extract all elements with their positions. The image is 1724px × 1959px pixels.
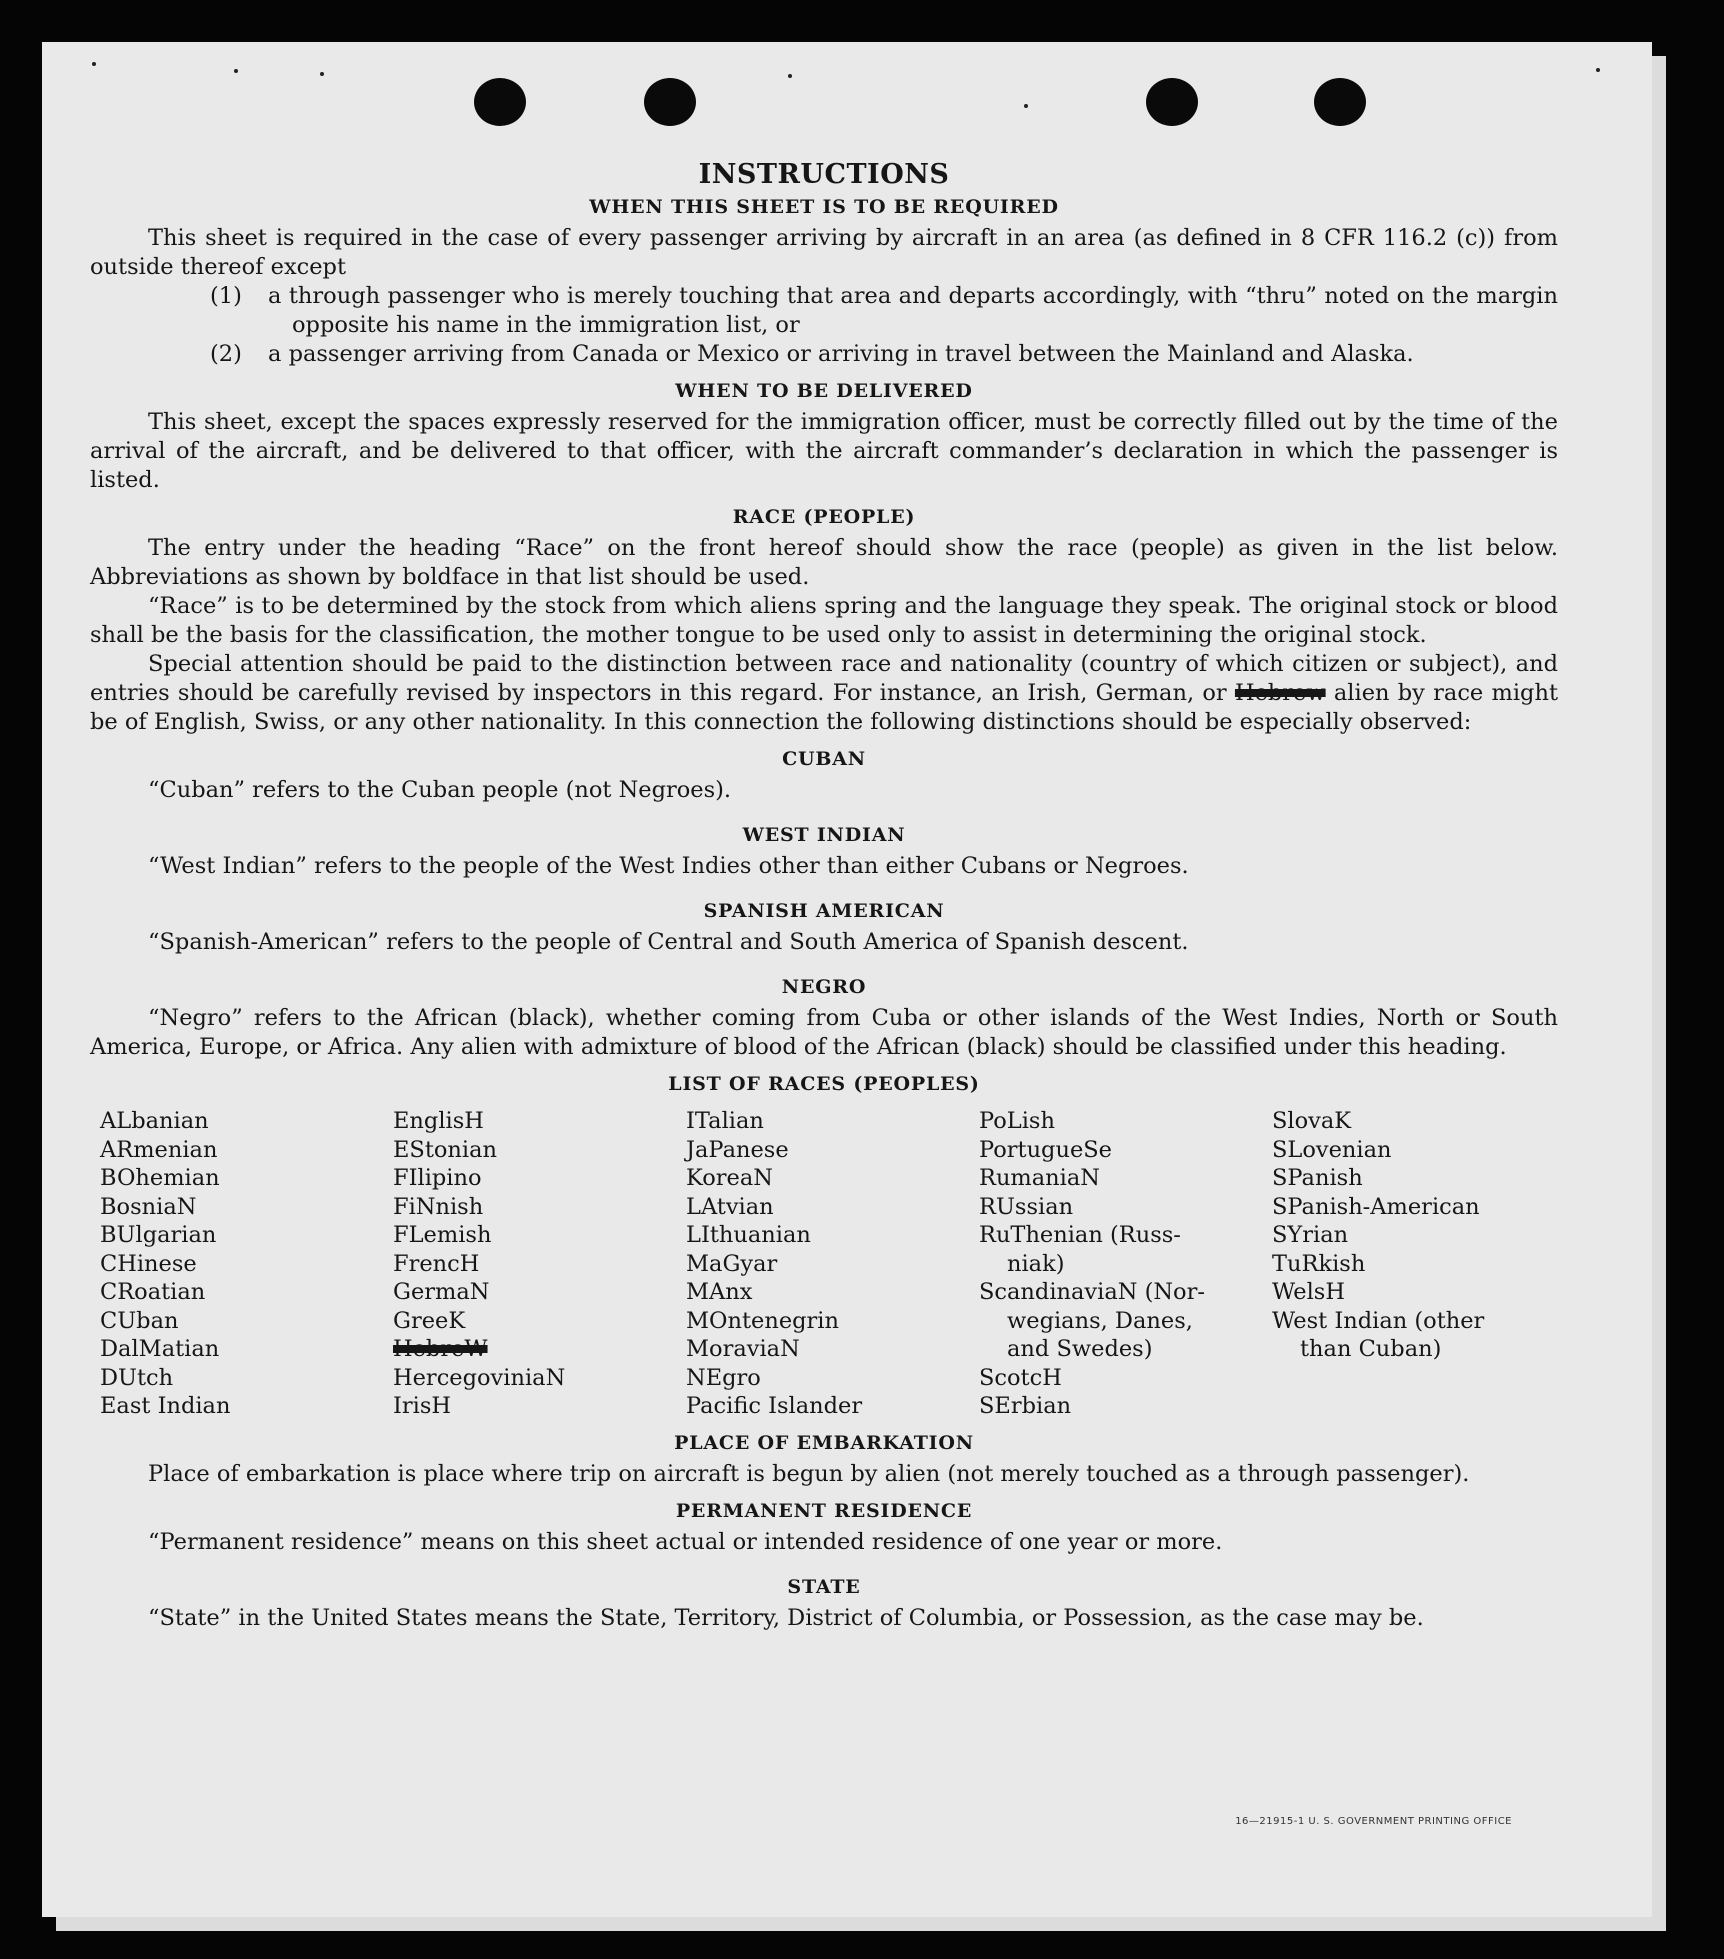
race-item: MoraviaN xyxy=(686,1336,800,1362)
race-item: ALbanian xyxy=(100,1108,209,1134)
paragraph: “Spanish-American” refers to the people of Central and South America of Spanish descent. xyxy=(148,929,1189,955)
race-item: MAnx xyxy=(686,1279,753,1305)
item-number: (2) xyxy=(210,341,242,367)
speck xyxy=(1596,68,1600,72)
race-item: DUtch xyxy=(100,1364,174,1391)
race-item: SLovenian xyxy=(1272,1136,1392,1163)
instructions-content xyxy=(90,160,1558,1633)
race-item: LAtvian xyxy=(686,1193,774,1220)
race-item: TuRkish xyxy=(1272,1250,1366,1277)
race-item: DalMatian xyxy=(100,1336,220,1362)
document-page xyxy=(42,42,1652,1917)
race-item: BosniaN xyxy=(100,1193,197,1220)
race-item: FrencH xyxy=(393,1250,480,1277)
paragraph: “Race” is to be determined by the stock from which aliens spring and the language they speak. The original stock or blood shall be the basis for the classification, the mother tongue to be used only to assist in determining the original stock. xyxy=(90,593,1558,648)
text-run: Special attention should be paid to the distinction between race and nationality (country of which citizen or subject), and entries should be carefully revised by inspectors in this regard. For instance, an Irish, German, or xyxy=(90,651,1558,706)
punch-hole xyxy=(1146,78,1198,126)
race-item: BUlgarian xyxy=(100,1222,217,1248)
race-item: SPanish-American xyxy=(1272,1193,1480,1220)
race-item: KoreaN xyxy=(686,1165,773,1191)
race-item: ARmenian xyxy=(100,1136,218,1163)
page-title: INSTRUCTIONS xyxy=(698,159,950,190)
race-item: PortugueSe xyxy=(979,1136,1113,1163)
race-item: NEgro xyxy=(686,1364,761,1391)
race-item: IrisH xyxy=(393,1393,452,1419)
section-heading-cuban: CUBAN xyxy=(782,748,866,770)
race-item: CRoatian xyxy=(100,1279,206,1305)
paragraph: This sheet, except the spaces expressly reserved for the immigration officer, must be correctly filled out by the time of the arrival of the aircraft, and be delivered to that officer, with the aircraft commander’s declaration in which the passenger is listed. xyxy=(90,409,1558,493)
race-item: BOhemian xyxy=(100,1165,220,1191)
race-item-continued: than Cuban) xyxy=(1300,1336,1442,1362)
race-item: East Indian xyxy=(100,1393,231,1419)
race-item: RUssian xyxy=(979,1193,1074,1220)
list-item xyxy=(90,340,1558,369)
race-item-continued: and Swedes) xyxy=(1007,1336,1153,1362)
paragraph: This sheet is required in the case of every passenger arriving by aircraft in an area (as defined in 8 CFR 116.2 (c)) from outside thereof except xyxy=(90,225,1558,280)
race-item: PoLish xyxy=(979,1108,1055,1134)
race-item: GermaN xyxy=(393,1279,490,1305)
speck xyxy=(234,69,238,73)
race-item: West Indian (other xyxy=(1272,1307,1485,1334)
races-column-1 xyxy=(100,1107,393,1421)
paragraph: “State” in the United States means the State, Territory, District of Columbia, or Possession, as the case may be. xyxy=(148,1604,1424,1631)
race-item: SYrian xyxy=(1272,1222,1349,1248)
item-text: a through passenger who is merely touching that area and departs accordingly, with “thru” noted on the margin opposite his name in the immigration list, or xyxy=(268,283,1558,338)
race-item: CHinese xyxy=(100,1250,197,1277)
section-heading-required: WHEN THIS SHEET IS TO BE REQUIRED xyxy=(589,196,1059,218)
paragraph xyxy=(90,650,1558,737)
races-list xyxy=(90,1107,1558,1421)
section-heading-delivered: WHEN TO BE DELIVERED xyxy=(675,380,973,402)
race-item: FiNnish xyxy=(393,1193,484,1220)
speck xyxy=(320,72,324,76)
race-item: GreeK xyxy=(393,1307,466,1334)
speck xyxy=(92,62,96,66)
struck-word: Hebrew xyxy=(1234,680,1326,706)
text-run: alien by race might be of English, Swiss, or any other nationality. In this connection the following distinctions should be especially observed: xyxy=(90,680,1558,735)
item-text: a passenger arriving from Canada or Mexico or arriving in travel between the Mainland and Alaska. xyxy=(268,341,1414,367)
section-heading-embarkation: PLACE OF EMBARKATION xyxy=(674,1431,974,1454)
race-item: SlovaK xyxy=(1272,1108,1352,1134)
race-item: JaPanese xyxy=(686,1136,789,1163)
race-item: SPanish xyxy=(1272,1165,1363,1191)
item-number: (1) xyxy=(210,283,242,309)
race-item: WelsH xyxy=(1272,1279,1345,1305)
race-item-struck: HebreW xyxy=(393,1336,488,1362)
section-heading-permanent-residence: PERMANENT RESIDENCE xyxy=(675,1499,973,1522)
section-heading-spanish-american: SPANISH AMERICAN xyxy=(703,900,945,922)
race-item: FLemish xyxy=(393,1222,492,1248)
paragraph: The entry under the heading “Race” on the front hereof should show the race (people) as given in the list below. Abbreviations as shown by boldface in that list should be used. xyxy=(90,535,1558,590)
list-item xyxy=(90,282,1558,340)
race-item: HercegoviniaN xyxy=(393,1364,566,1391)
speck xyxy=(788,74,792,78)
section-heading-west-indian: WEST INDIAN xyxy=(742,824,906,846)
paragraph: Place of embarkation is place where trip on aircraft is begun by alien (not merely touched as a through passenger). xyxy=(148,1460,1470,1487)
speck xyxy=(1024,104,1028,108)
punch-hole xyxy=(474,78,526,126)
section-heading-race: RACE (PEOPLE) xyxy=(732,506,916,528)
races-column-4 xyxy=(979,1107,1272,1421)
race-item: RumaniaN xyxy=(979,1165,1100,1191)
section-heading-list-of-races: LIST OF RACES (PEOPLES) xyxy=(668,1073,980,1095)
race-item: SErbian xyxy=(979,1393,1072,1419)
race-item: CUban xyxy=(100,1307,179,1334)
race-item-continued: niak) xyxy=(1007,1250,1065,1277)
race-item: MaGyar xyxy=(686,1250,778,1277)
paragraph: “Negro” refers to the African (black), whether coming from Cuba or other islands of the West Indies, North or South America, Europe, or Africa. Any alien with admixture of blood of the African (black) should be classified under this heading. xyxy=(90,1005,1558,1060)
races-column-5 xyxy=(1272,1107,1568,1421)
race-item: RuThenian (Russ- xyxy=(979,1222,1181,1248)
race-item: ScotcH xyxy=(979,1364,1062,1391)
race-item: EStonian xyxy=(393,1136,498,1163)
paragraph: “Cuban” refers to the Cuban people (not Negroes). xyxy=(148,777,732,803)
races-column-3 xyxy=(686,1107,979,1421)
section-heading-state: STATE xyxy=(787,1575,861,1598)
races-column-2 xyxy=(393,1107,686,1421)
printing-office-imprint: 16—21915-1 U. S. GOVERNMENT PRINTING OFFICE xyxy=(1235,1816,1512,1827)
race-item: FIlipino xyxy=(393,1165,482,1191)
race-item: Pacific Islander xyxy=(686,1393,863,1419)
race-item: ScandinaviaN (Nor- xyxy=(979,1279,1205,1305)
race-item: ITalian xyxy=(686,1108,764,1134)
paragraph: “Permanent residence” means on this sheet actual or intended residence of one year or more. xyxy=(148,1528,1223,1555)
race-item: LIthuanian xyxy=(686,1222,811,1248)
race-item: EnglisH xyxy=(393,1108,484,1134)
section-heading-negro: NEGRO xyxy=(781,976,867,998)
punch-hole xyxy=(1314,78,1366,126)
paragraph: “West Indian” refers to the people of the West Indies other than either Cubans or Negroes. xyxy=(148,853,1189,879)
race-item-continued: wegians, Danes, xyxy=(1007,1307,1193,1334)
race-item: MOntenegrin xyxy=(686,1307,839,1334)
punch-hole xyxy=(644,78,696,126)
